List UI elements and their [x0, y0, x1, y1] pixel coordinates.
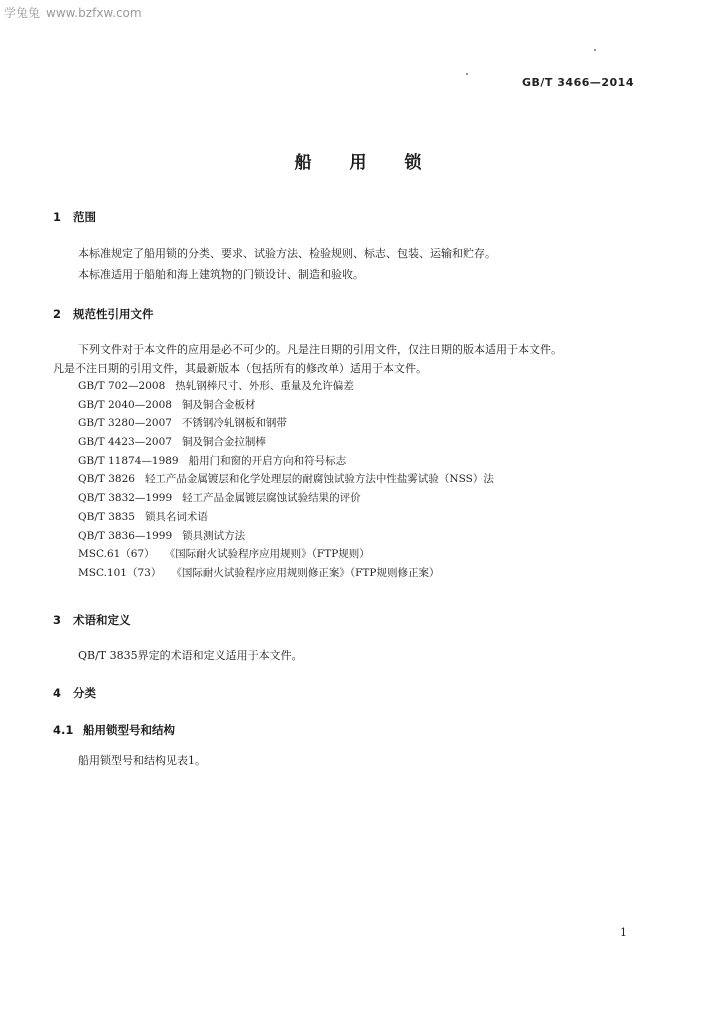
- section-heading-terms: [53, 612, 131, 628]
- watermark-site-name: 学兔兔: [4, 6, 41, 20]
- page-title: 船 用 锁: [294, 153, 438, 173]
- subsection-number: 4.1: [53, 723, 74, 737]
- terms-paragraph: QB/T 3835界定的术语和定义适用于本文件。: [78, 649, 303, 662]
- reference-item: [78, 528, 494, 547]
- reference-code: QB/T 3832—1999: [78, 492, 173, 505]
- reference-item: [78, 546, 494, 565]
- section-title: 术语和定义: [73, 613, 131, 627]
- reference-item: [78, 565, 494, 584]
- reference-title: 船用门和窗的开启方向和符号标志: [188, 454, 347, 467]
- section-heading-normative-refs: [53, 306, 154, 322]
- section-heading-classification: [53, 685, 96, 701]
- classification-paragraph: 船用锁型号和结构见表1。: [78, 754, 206, 767]
- section-title: 分类: [73, 686, 96, 700]
- reference-title: 锁具测试方法: [182, 529, 246, 542]
- scan-speck: [466, 73, 468, 75]
- reference-title: 铜及铜合金板材: [181, 398, 256, 411]
- section-number: 1: [53, 210, 62, 224]
- reference-title: 轻工产品金属镀层腐蚀试验结果的评价: [182, 492, 361, 505]
- reference-title: 锁具名词术语: [144, 510, 208, 523]
- scope-paragraph-1: 本标准规定了船用锁的分类、要求、试验方法、检验规则、标志、包装、运输和贮存。: [78, 247, 496, 260]
- standard-code: GB/T 3466—2014: [522, 76, 634, 89]
- section-number: 3: [53, 613, 62, 627]
- reference-title: 铜及铜合金拉制棒: [181, 436, 266, 449]
- reference-code: MSC.101（73）: [78, 566, 162, 579]
- reference-code: GB/T 4423—2007: [78, 436, 172, 449]
- section-number: 2: [53, 307, 62, 321]
- section-title: 规范性引用文件: [73, 307, 154, 321]
- reference-title: 《国际耐火试验程序应用规则修正案》（FTP规则修正案）: [171, 566, 440, 579]
- reference-title: 轻工产品金属镀层和化学处理层的耐腐蚀试验方法中性盐雾试验（NSS）法: [144, 473, 494, 486]
- reference-item: [78, 415, 494, 434]
- reference-code: GB/T 2040—2008: [78, 398, 172, 411]
- reference-title: 《国际耐火试验程序应用规则》（FTP规则）: [164, 548, 370, 561]
- normative-refs-intro-line-1: 下列文件对于本文件的应用是必不可少的。凡是注日期的引用文件，仅注日期的版本适用于本文件。: [78, 343, 562, 356]
- normative-refs-intro-line-2: 凡是不注日期的引用文件，其最新版本（包括所有的修改单）适用于本文件。: [53, 362, 427, 375]
- scan-speck: [594, 49, 596, 51]
- reference-code: QB/T 3826: [78, 473, 135, 486]
- section-heading-scope: [53, 209, 96, 225]
- reference-code: MSC.61（67）: [78, 548, 155, 561]
- reference-item: [78, 378, 494, 397]
- reference-list: [78, 378, 494, 584]
- section-number: 4: [53, 686, 62, 700]
- reference-title: 不锈钢冷轧钢板和钢带: [181, 417, 287, 430]
- reference-code: GB/T 11874—1989: [78, 454, 179, 467]
- reference-item: [78, 397, 494, 416]
- watermark: [4, 4, 142, 21]
- page-number: 1: [620, 926, 627, 939]
- subsection-heading-4-1: [53, 722, 175, 738]
- section-title: 范围: [73, 210, 96, 224]
- reference-item: [78, 509, 494, 528]
- reference-item: [78, 471, 494, 490]
- reference-item: [78, 453, 494, 472]
- reference-title: 热轧钢棒尺寸、外形、重量及允许偏差: [175, 380, 354, 392]
- reference-code: GB/T 702—2008: [78, 380, 166, 392]
- reference-code: QB/T 3835: [78, 510, 135, 523]
- scope-paragraph-2: 本标准适用于船舶和海上建筑物的门锁设计、制造和验收。: [78, 268, 364, 281]
- subsection-title: 船用锁型号和结构: [83, 723, 175, 737]
- reference-item: [78, 434, 494, 453]
- reference-code: QB/T 3836—1999: [78, 529, 173, 542]
- watermark-url[interactable]: www.bzfxw.com: [46, 6, 142, 20]
- reference-item: [78, 490, 494, 509]
- reference-code: GB/T 3280—2007: [78, 417, 172, 430]
